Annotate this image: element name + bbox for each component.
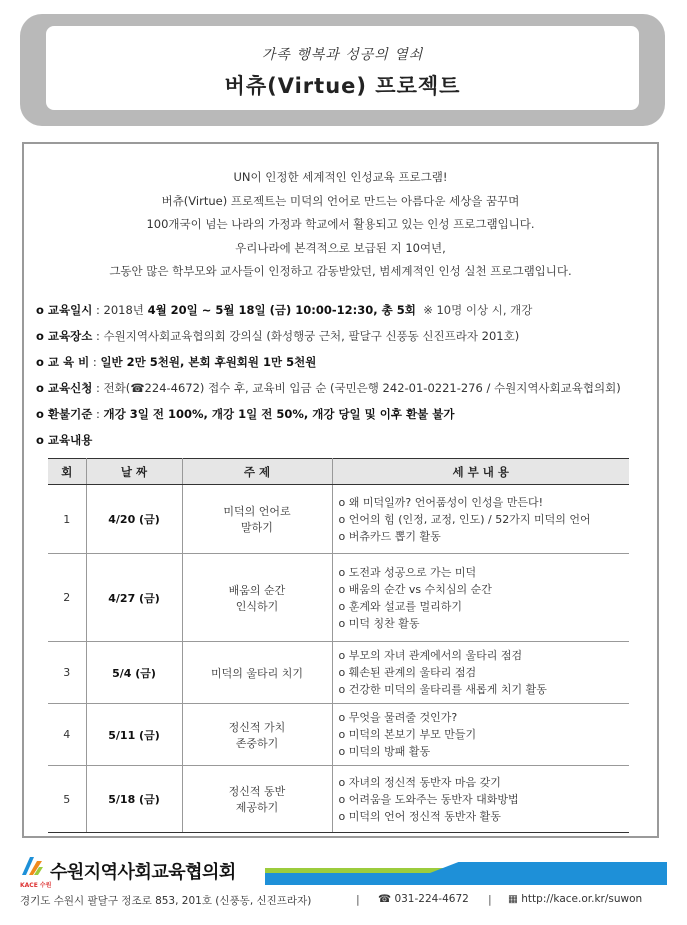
detail-item: o 도전과 성공으로 가는 미덕 (338, 565, 477, 579)
detail-item: o 자녀의 정신적 동반자 마음 갖기 (338, 775, 501, 789)
table-row (48, 642, 629, 704)
info-value: : (92, 355, 101, 369)
intro-text (24, 166, 657, 284)
footer-phone (378, 893, 469, 905)
page-title: 버츄(Virtue) 프로젝트 (224, 74, 461, 98)
detail-item: o 훈계와 설교를 멀리하기 (338, 599, 462, 613)
info-value-bold: 일반 2만 5천원, 본회 후원회원 1만 5천원 (100, 355, 317, 369)
organization-name: 수원지역사회교육협의회 (50, 862, 236, 883)
detail-item: o 미덕의 언어 정신적 동반자 활동 (338, 809, 501, 823)
session-details (332, 704, 629, 766)
session-topic (182, 704, 332, 766)
info-label: o 교육일시 (36, 303, 93, 317)
session-date: 4/27 (금) (86, 554, 182, 642)
info-note: ※ 10명 이상 시, 개강 (423, 303, 533, 317)
topic-line: 배움의 순간 (228, 583, 286, 597)
topic-line: 미덕의 언어로 (223, 505, 291, 518)
info-fee (36, 354, 646, 370)
session-date: 5/18 (금) (86, 766, 182, 833)
topic-line: 정신적 가치 (228, 720, 286, 734)
session-number: 2 (48, 554, 86, 642)
session-details (332, 766, 629, 833)
table-row (48, 704, 629, 766)
column-header: 회 (48, 459, 86, 485)
detail-item: o 어려움을 도와주는 동반자 대화방법 (338, 792, 519, 806)
footer-separator: | (488, 893, 492, 906)
session-number: 1 (48, 485, 86, 554)
session-number: 3 (48, 642, 86, 704)
topic-line: 존중하기 (235, 736, 279, 750)
info-label: o 환불기준 (36, 407, 93, 421)
topic-line: 미덕의 울타리 치기 (210, 666, 303, 680)
session-date: 5/11 (금) (86, 704, 182, 766)
phone-icon: ☎ (378, 893, 392, 905)
detail-item: o 배움의 순간 vs 수치심의 순간 (338, 582, 492, 596)
footer-address: 경기도 수원시 팔달구 정조로 853, 201호 (신풍동, 신진프라자) (20, 895, 312, 907)
phone-number: 031-224-4672 (394, 893, 469, 905)
detail-item: o 언어의 힘 (인정, 교정, 인도) / 52가지 미덕의 언어 (338, 512, 591, 526)
column-header: 세 부 내 용 (332, 459, 629, 485)
detail-item: o 건강한 미덕의 울타리를 새롭게 치기 활동 (338, 683, 547, 696)
session-topic (182, 766, 332, 833)
table-row (48, 485, 629, 554)
info-value-bold: 4월 20일 ~ 5월 18일 (금) 10:00-12:30, 총 5회 (147, 303, 416, 317)
session-topic (182, 554, 332, 642)
detail-item: o 훼손된 관계의 울타리 점검 (338, 666, 477, 679)
detail-item: o 미덕 칭찬 활동 (338, 616, 420, 630)
table-header-row (48, 459, 629, 485)
info-refund (36, 406, 646, 422)
header-subtitle: 가족 행복과 성공의 열쇠 (261, 47, 424, 63)
info-value: : 수원지역사회교육협의회 강의실 (화성행궁 근처, 팔달구 신풍동 신진프라자 201호) (96, 329, 520, 343)
table-row (48, 554, 629, 642)
footer-separator: | (356, 893, 360, 906)
info-value-bold: 개강 3일 전 100%, 개강 1일 전 50%, 개강 당일 및 이후 환불 불가 (103, 407, 455, 421)
topic-line: 제공하기 (235, 801, 279, 814)
table-row (48, 766, 629, 833)
footer-stripe-blue-top (430, 862, 667, 873)
info-content (36, 432, 646, 448)
detail-item: o 부모의 자녀 관계에서의 울타리 점검 (338, 649, 523, 662)
info-value: : 2018년 (96, 303, 148, 317)
session-topic (182, 642, 332, 704)
info-label: o 교육내용 (36, 433, 93, 447)
column-header: 주 제 (182, 459, 332, 485)
topic-line: 말하기 (241, 521, 273, 534)
intro-line: 버츄(Virtue) 프로젝트는 미덕의 언어로 만드는 아름다운 세상을 꿈꾸며 (161, 193, 520, 208)
info-period (36, 302, 646, 318)
detail-item: o 무엇을 물려줄 것인가? (338, 711, 458, 724)
session-date: 5/4 (금) (86, 642, 182, 704)
footer-website[interactable] (508, 893, 642, 905)
detail-item: o 버츄카드 뽑기 활동 (338, 529, 441, 543)
kace-logo-icon (20, 855, 44, 877)
logo-caption: KACE 수원 (20, 882, 52, 889)
intro-line: 그동안 많은 학부모와 교사들이 인정하고 감동받았던, 범세계적인 인성 실천 프로그램입니다. (109, 264, 572, 278)
session-details (332, 485, 629, 554)
session-details (332, 554, 629, 642)
schedule-table (48, 458, 629, 833)
session-topic (182, 485, 332, 554)
info-place (36, 328, 646, 344)
session-details (332, 642, 629, 704)
session-number: 4 (48, 704, 86, 766)
detail-item: o 왜 미덕일까? 언어품성이 인성을 만든다! (338, 495, 543, 509)
column-header: 날 짜 (86, 459, 182, 485)
intro-line: 100개국이 넘는 나라의 가정과 학교에서 활용되고 있는 인성 프로그램입니다. (146, 217, 535, 231)
info-label: o 교 육 비 (36, 355, 90, 369)
info-label: o 교육장소 (36, 329, 93, 343)
detail-item: o 미덕의 방패 활동 (338, 745, 431, 758)
session-number: 5 (48, 766, 86, 833)
topic-line: 인식하기 (235, 599, 279, 613)
info-apply (36, 380, 646, 396)
info-value: : (96, 407, 104, 421)
footer-stripe-blue (265, 873, 667, 885)
session-date: 4/20 (금) (86, 485, 182, 554)
topic-line: 정신적 동반 (228, 785, 286, 798)
detail-item: o 미덕의 본보기 부모 만들기 (338, 728, 477, 741)
main-content-box (22, 142, 659, 838)
intro-line: 우리나라에 본격적으로 보급된 지 10여년, (235, 240, 446, 255)
website-link[interactable]: http://kace.or.kr/suwon (521, 893, 643, 905)
intro-line: UN이 인정한 세계적인 인성교육 프로그램! (233, 170, 448, 184)
info-label: o 교육신청 (36, 381, 93, 395)
info-value: : 전화(☎224-4672) 접수 후, 교육비 입금 순 (국민은행 242-01-0221-276 / 수원지역사회교육협의회) (96, 381, 621, 395)
web-icon: ▦ (508, 893, 518, 905)
header-card (46, 26, 639, 110)
